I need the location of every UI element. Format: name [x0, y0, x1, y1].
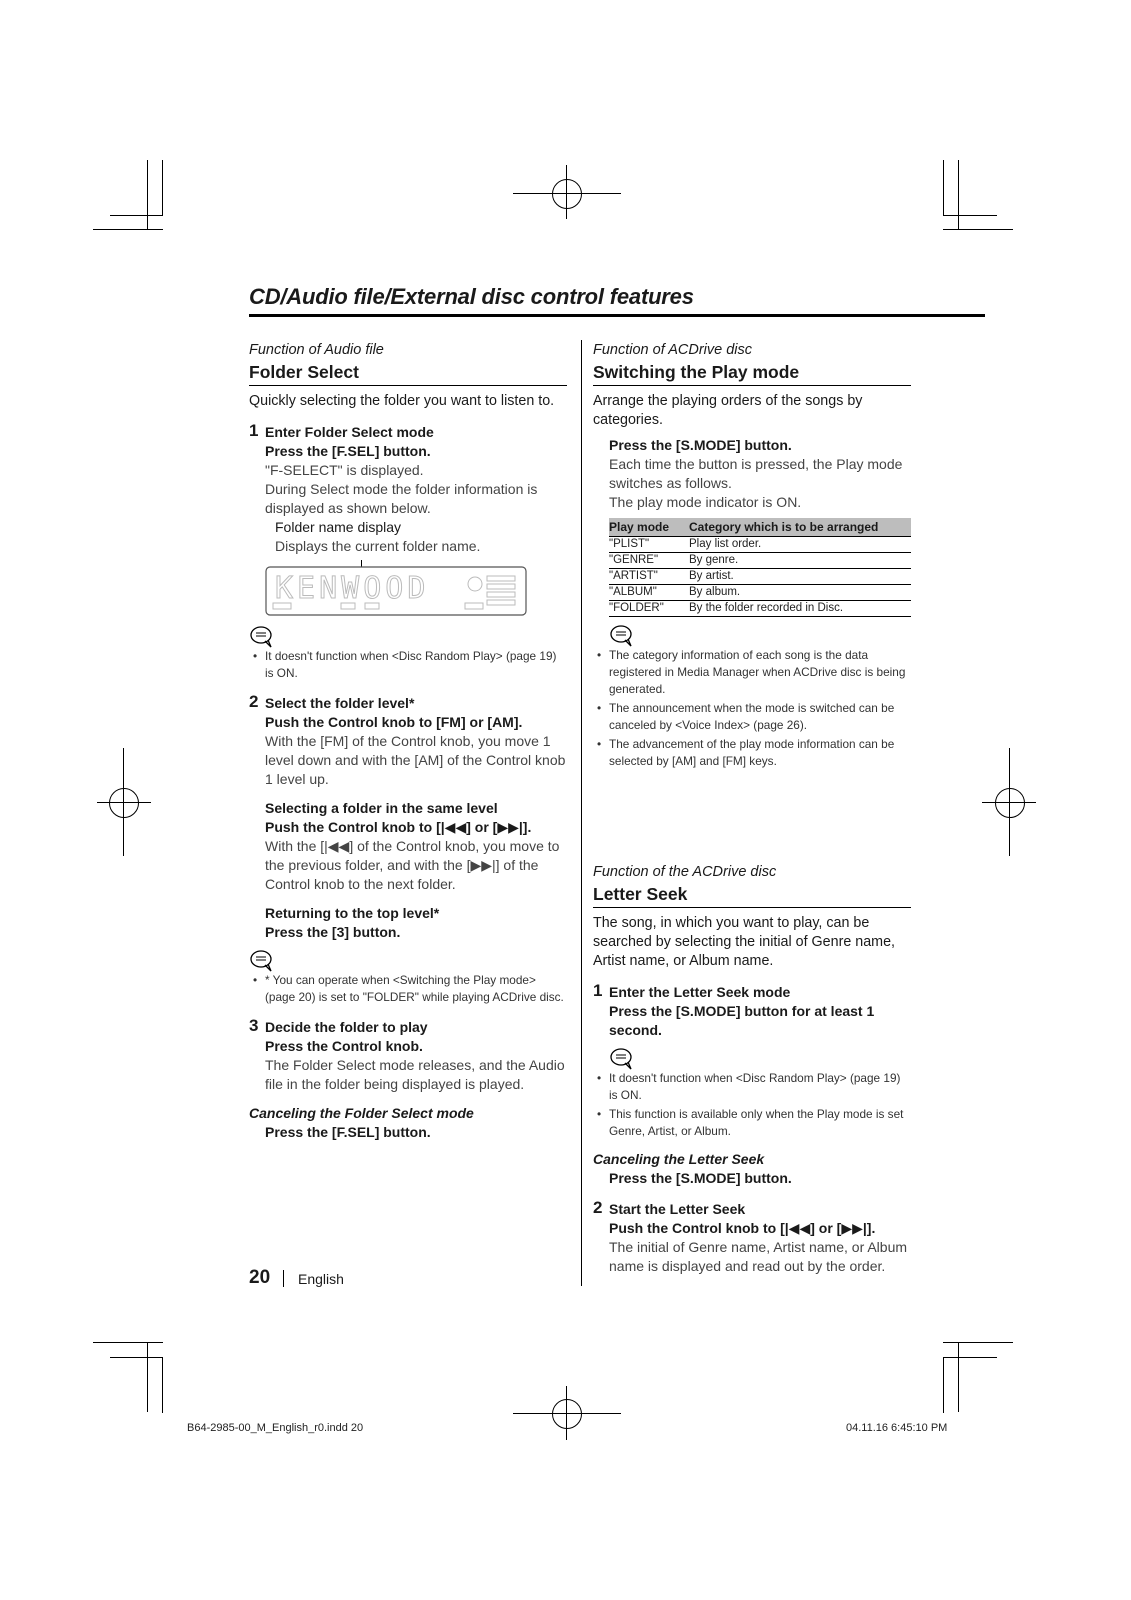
step-number: 3 [249, 1016, 259, 1035]
footer-language: English [298, 1271, 344, 1287]
step-2 [593, 1200, 911, 1276]
slug-filename: B64-2985-00_M_English_r0.indd 20 [187, 1422, 364, 1434]
note: • It doesn't function when <Disc Random Play> (page 19) is ON. [249, 648, 567, 682]
step-title: Enter the Letter Seek mode [609, 984, 791, 1000]
section-label: Function of Audio file [249, 342, 384, 358]
step-action: Press the [F.SEL] button. [265, 443, 431, 459]
section-heading-play-mode: Switching the Play mode [593, 361, 911, 386]
note: • This function is available only when the Play mode is set Genre, Artist, or Album. [593, 1106, 911, 1140]
cancel-heading: Canceling the Letter Seek [593, 1151, 765, 1167]
right-column [593, 341, 911, 770]
section-heading-folder-select: Folder Select [249, 361, 567, 386]
next-track-icon: ▶▶| [841, 1220, 867, 1236]
step-text: During Select mode the folder information is displayed as shown below. [265, 481, 538, 516]
step-action: Push the Control knob to [|◀◀] or [▶▶|]. [609, 1220, 876, 1236]
prev-track-icon: |◀◀ [440, 819, 467, 835]
step-text: With the [FM] of the Control knob, you move 1 level down and with the [AM] of the Control knob 1 level up. [265, 733, 566, 787]
table-header-row [609, 518, 911, 537]
step-title: Enter Folder Select mode [265, 424, 434, 440]
lcd-display-illustration [265, 560, 527, 618]
footer-separator [283, 1270, 284, 1287]
display-label: Folder name display [275, 519, 402, 535]
page-number: 20 [249, 1267, 271, 1288]
step-text: The initial of Genre name, Artist name, or Album name is displayed and read out by the order. [609, 1239, 908, 1274]
page-title: CD/Audio file/External disc control features [249, 284, 694, 309]
step-action: Press the [3] button. [265, 924, 401, 940]
step-3 [249, 1018, 567, 1094]
cancel-action: Press the [S.MODE] button. [609, 1170, 792, 1186]
note: • The category information of each song is the data registered in Media Manager when ACDrive disc is being generated. [593, 647, 911, 698]
cancel-action: Press the [F.SEL] button. [265, 1124, 431, 1140]
display-desc: Displays the current folder name. [275, 538, 481, 554]
table-cell: By the folder recorded in Disc. [689, 601, 911, 617]
table-cell: "ARTIST" [609, 569, 689, 585]
cancel-heading: Canceling the Folder Select mode [249, 1105, 474, 1121]
table-row [609, 585, 911, 601]
section-label: Function of the ACDrive disc [593, 864, 777, 880]
notes-icon [249, 626, 275, 646]
note: • * You can operate when <Switching the Play mode> (page 20) is set to "FOLDER" while playing ACDrive disc. [249, 972, 567, 1006]
step-2 [249, 694, 567, 789]
lcd-text: KENWOOD [275, 571, 430, 606]
step-text: The Folder Select mode releases, and the Audio file in the folder being displayed is played. [265, 1057, 565, 1092]
table-row [609, 569, 911, 585]
intro-text: The song, in which you want to play, can be searched by selecting the initial of Genre name, Artist name, or Album name. [593, 915, 895, 969]
play-mode-table [609, 518, 911, 617]
step-text: Each time the button is pressed, the Play mode switches as follows. [609, 456, 903, 491]
column-divider [581, 340, 582, 1286]
step-number: 2 [593, 1198, 603, 1217]
prev-track-icon: |◀◀ [784, 1220, 811, 1236]
step-action: Press the [S.MODE] button for at least 1 second. [609, 1003, 875, 1038]
subhead: Selecting a folder in the same level [265, 800, 498, 816]
table-cell: "PLIST" [609, 537, 689, 553]
notes-icon [609, 625, 635, 645]
note: • The announcement when the mode is switched can be canceled by <Voice Index> (page 26). [593, 700, 911, 734]
prev-track-icon: |◀◀ [324, 838, 350, 854]
subhead: Returning to the top level* [265, 905, 440, 921]
step-text: With the [|◀◀] of the Control knob, you move to the previous folder, and with the [▶▶|] of the Control knob to the next folder. [265, 838, 560, 892]
step-text: The play mode indicator is ON. [609, 494, 802, 510]
table-cell: By artist. [689, 569, 911, 585]
step-action: Press the [S.MODE] button. [609, 437, 792, 453]
table-cell: By album. [689, 585, 911, 601]
table-row [609, 601, 911, 617]
step-number: 1 [249, 421, 259, 440]
step-title: Select the folder level* [265, 695, 415, 711]
table-cell: "FOLDER" [609, 601, 689, 617]
intro-text: Arrange the playing orders of the songs by categories. [593, 393, 863, 428]
play-mode-instructions [593, 436, 911, 512]
slug-date: 04.11.16 6:45:10 PM [846, 1422, 948, 1434]
right-column-letter-seek [593, 863, 911, 1276]
notes-icon [609, 1048, 635, 1068]
notes-icon [249, 950, 275, 970]
intro-text: Quickly selecting the folder you want to listen to. [249, 393, 555, 409]
step-1 [593, 983, 911, 1040]
step-title: Decide the folder to play [265, 1019, 428, 1035]
next-track-icon: ▶▶| [497, 819, 523, 835]
table-row [609, 553, 911, 569]
step-action: Push the Control knob to [FM] or [AM]. [265, 714, 523, 730]
step-action: Press the Control knob. [265, 1038, 423, 1054]
note: • The advancement of the play mode information can be selected by [AM] and [FM] keys. [593, 736, 911, 770]
table-cell: "GENRE" [609, 553, 689, 569]
table-cell: Play list order. [689, 537, 911, 553]
next-track-icon: ▶▶| [470, 857, 496, 873]
step-action: Push the Control knob to [|◀◀] or [▶▶|]. [265, 819, 532, 835]
step-title: Start the Letter Seek [609, 1201, 746, 1217]
note: • It doesn't function when <Disc Random Play> (page 19) is ON. [593, 1070, 911, 1104]
table-cell: "ALBUM" [609, 585, 689, 601]
step-number: 2 [249, 692, 259, 711]
table-header: Category which is to be arranged [689, 518, 911, 537]
left-column [249, 341, 567, 1142]
title-rule [249, 314, 985, 317]
table-row [609, 537, 911, 553]
section-heading-letter-seek: Letter Seek [593, 883, 911, 908]
step-1 [249, 423, 567, 618]
table-header: Play mode [609, 518, 689, 537]
same-level-block [249, 799, 567, 942]
section-label: Function of ACDrive disc [593, 342, 753, 358]
table-cell: By genre. [689, 553, 911, 569]
step-number: 1 [593, 981, 603, 1000]
step-text: "F-SELECT" is displayed. [265, 462, 424, 478]
